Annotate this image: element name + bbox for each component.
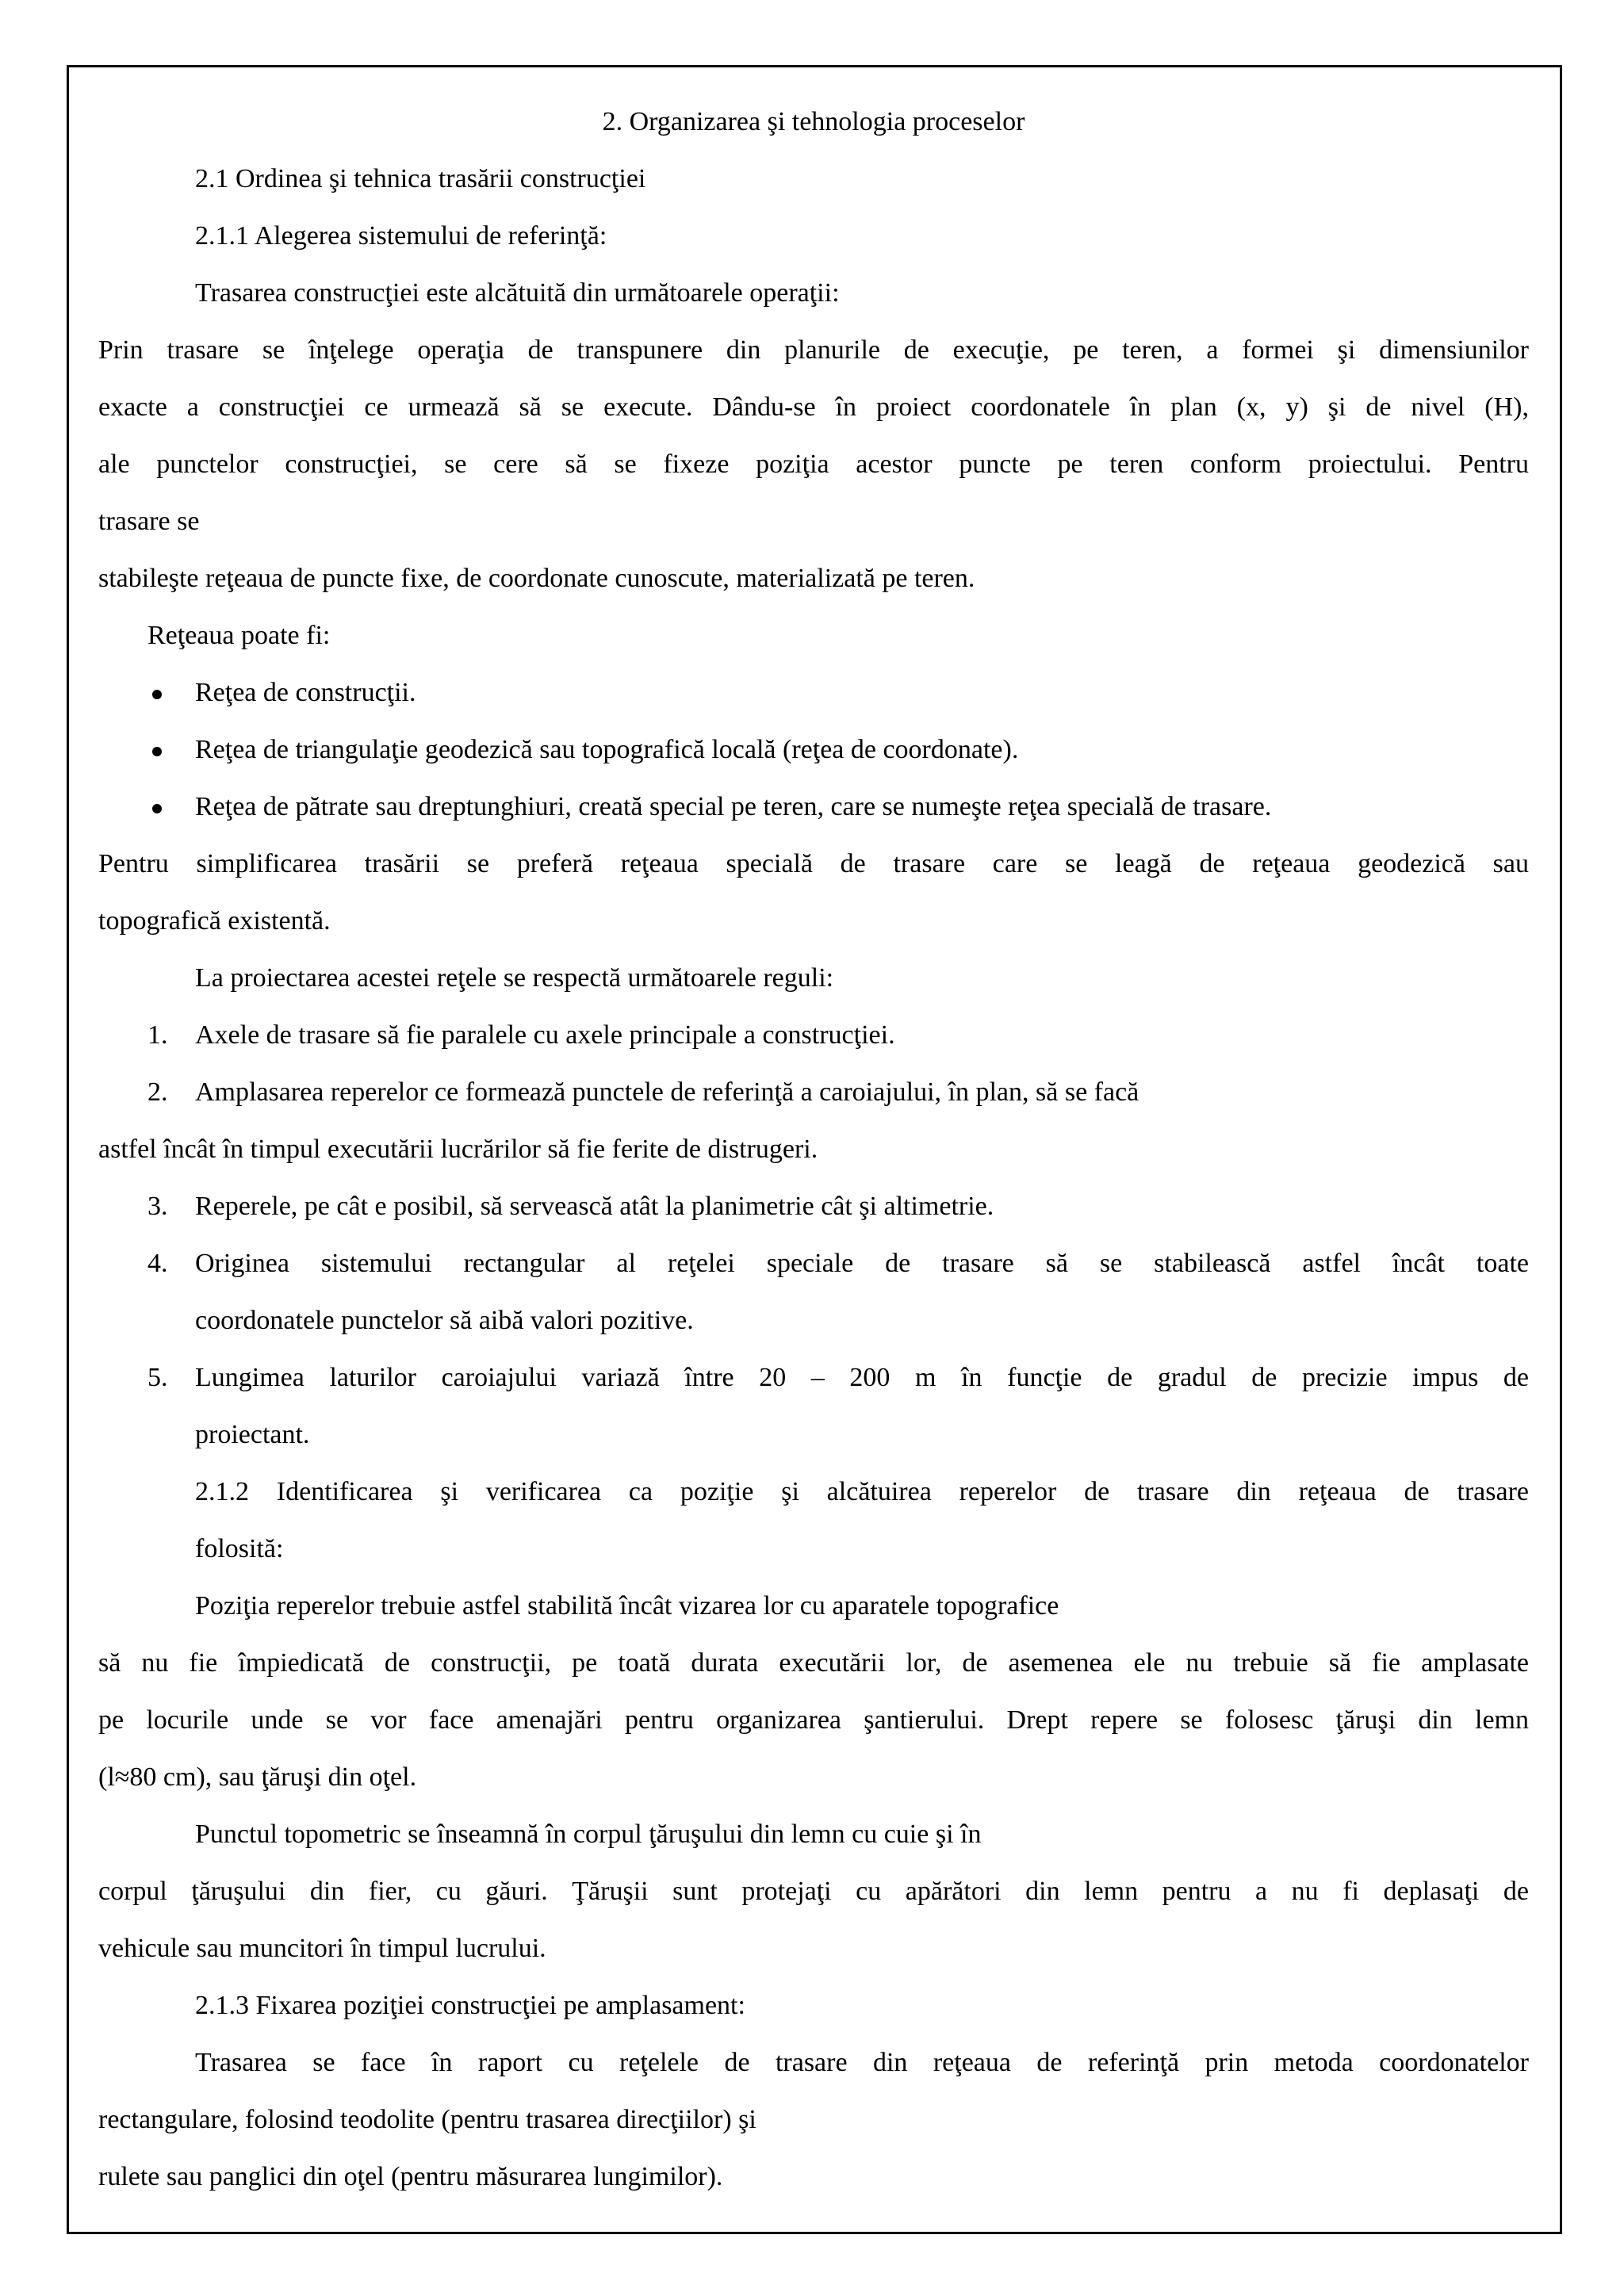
item-number: 4. <box>147 1249 168 1278</box>
document-body <box>98 94 1529 2206</box>
numbered-item <box>98 1007 1529 1064</box>
paragraph-line: corpul ţăruşului din fier, cu găuri. Ţăruşii sunt protejaţi cu apărători din lemn pentru a nu fi deplasaţi de <box>98 1877 1529 1906</box>
item-number: 5. <box>147 1363 168 1392</box>
paragraph-line: rectangulare, folosind teodolite (pentru trasarea direcţiilor) şi <box>98 2105 756 2134</box>
item-number: 3. <box>147 1192 168 1221</box>
item-text: Lungimea laturilor caroiajului variază între 20 – 200 m în funcţie de gradul de precizie impus de <box>195 1363 1529 1392</box>
paragraph-line: Poziţia reperelor trebuie astfel stabilită încât vizarea lor cu aparatele topografice <box>195 1591 1059 1621</box>
paragraph-line: rulete sau panglici din oţel (pentru măsurarea lungimilor). <box>98 2162 723 2191</box>
bullet-item <box>98 664 1529 721</box>
paragraph-line: stabileşte reţeaua de puncte fixe, de coordonate cunoscute, materializată pe teren. <box>98 564 975 593</box>
numbered-item <box>98 1178 1529 1235</box>
section-title-line: 2.1.2 Identificarea şi verificarea ca poziţie şi alcătuirea reperelor de trasare din reţeaua de trasare <box>195 1477 1529 1506</box>
item-number: 1. <box>147 1020 168 1050</box>
network-types-intro: Reţeaua poate fi: <box>147 621 331 650</box>
paragraph-line: Prin trasare se înţelege operaţia de transpunere din planurile de execuţie, pe teren, a formei şi dimensiunilor <box>98 335 1529 365</box>
item-text: coordonatele punctelor să aibă valori pozitive. <box>195 1306 694 1335</box>
numbered-item <box>98 1064 1529 1121</box>
paragraph-line: Punctul topometric se înseamnă în corpul ţăruşului din lemn cu cuie şi în <box>195 1820 982 1849</box>
section-2-1-1-title: 2.1.1 Alegerea sistemului de referinţă: <box>195 221 607 251</box>
item-text: Originea sistemului rectangular al reţelei speciale de trasare să se stabilească astfel încât toate <box>195 1249 1529 1278</box>
paragraph-line: ale punctelor construcţiei, se cere să se fixeze poziţia acestor puncte pe teren conform proiectului. Pentru <box>98 450 1529 479</box>
paragraph-line: pe locurile unde se vor face amenajări pentru organizarea şantierului. Drept repere se folosesc ţăruşi din lemn <box>98 1705 1529 1735</box>
paragraph-line: Trasarea se face în raport cu reţelele de trasare din reţeaua de referinţă prin metoda coordonatelor <box>195 2048 1529 2077</box>
paragraph-line: (l≈80 cm), sau ţăruşi din oţel. <box>98 1762 417 1792</box>
section-title-line: folosită: <box>195 1534 284 1563</box>
bullet-text: Reţea de triangulaţie geodezică sau topografică locală (reţea de coordonate). <box>195 735 1019 764</box>
section-2-1-3-title: 2.1.3 Fixarea poziţiei construcţiei pe amplasament: <box>195 1991 745 2020</box>
rules-intro: La proiectarea acestei reţele se respectă următoarele reguli: <box>195 963 834 993</box>
paragraph-line: vehicule sau muncitori în timpul lucrului. <box>98 1934 546 1963</box>
bullet-icon <box>147 779 179 836</box>
section-2-1-title: 2.1 Ordinea şi tehnica trasării construcţiei <box>195 164 646 193</box>
bullet-text: Reţea de pătrate sau dreptunghiuri, creată special pe teren, care se numeşte reţea specială de trasare. <box>195 792 1272 821</box>
bullet-item <box>98 779 1529 836</box>
paragraph-line: astfel încât în timpul executării lucrărilor să fie ferite de distrugeri. <box>98 1135 818 1164</box>
paragraph-line: trasare se <box>98 507 200 536</box>
numbered-item <box>98 1349 1529 1464</box>
item-text: Amplasarea reperelor ce formează punctele de referinţă a caroiajului, în plan, să se facă <box>195 1077 1139 1107</box>
bullet-icon <box>147 664 179 721</box>
item-number: 2. <box>147 1077 168 1107</box>
item-text: proiectant. <box>195 1420 310 1449</box>
chapter-heading: 2. Organizarea şi tehnologia proceselor <box>602 107 1025 136</box>
paragraph-line: topografică existentă. <box>98 906 331 936</box>
section-2-1-2-title <box>98 1464 1529 1578</box>
item-text: Reperele, pe cât e posibil, să servească atât la planimetrie cât şi altimetrie. <box>195 1192 994 1221</box>
item-text: Axele de trasare să fie paralele cu axele principale a construcţiei. <box>195 1020 895 1050</box>
bullet-icon <box>147 721 179 779</box>
paragraph-operations-intro: Trasarea construcţiei este alcătuită din următoarele operaţii: <box>195 278 840 308</box>
paragraph-line: Pentru simplificarea trasării se preferă reţeaua specială de trasare care se leagă de reţeaua geodezică sau <box>98 849 1529 878</box>
paragraph-line: să nu fie împiedicată de construcţii, pe toată durata executării lor, de asemenea ele nu trebuie să fie amplasate <box>98 1648 1529 1678</box>
bullet-item <box>98 721 1529 779</box>
paragraph-line: exacte a construcţiei ce urmează să se execute. Dându-se în proiect coordonatele în plan (x, y) şi de nivel (H), <box>98 392 1529 422</box>
bullet-text: Reţea de construcţii. <box>195 678 416 707</box>
numbered-item <box>98 1235 1529 1349</box>
